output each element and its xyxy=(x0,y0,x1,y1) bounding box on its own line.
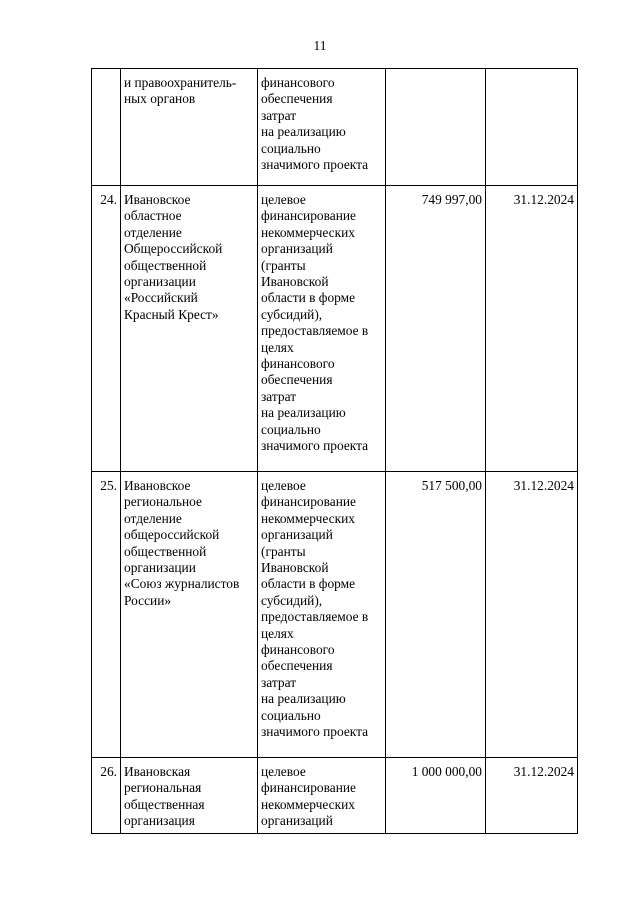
organization-line: региональная xyxy=(124,780,202,796)
table-row xyxy=(92,472,578,758)
purpose-line: финансового xyxy=(261,75,335,90)
date-cell xyxy=(486,69,578,186)
purpose-line: области в форме xyxy=(261,290,356,306)
table-row xyxy=(92,758,578,834)
purpose-line: целях xyxy=(261,625,294,641)
organization-line: общественной xyxy=(124,257,207,273)
purpose-line: на реализацию xyxy=(261,124,346,140)
purpose-line: социально xyxy=(261,140,321,156)
table-row xyxy=(92,69,578,186)
date-cell: 31.12.2024 xyxy=(486,472,578,758)
organization-line: общественной xyxy=(124,543,207,559)
organization-line: «Союз журналистов xyxy=(124,576,240,592)
row-number-cell: 25. xyxy=(92,472,121,758)
purpose-line: обеспечения xyxy=(261,372,333,388)
purpose-line: затрат xyxy=(261,107,297,123)
organization-line: организация xyxy=(124,813,195,829)
purpose-line: затрат xyxy=(261,674,297,690)
organization-line: областное xyxy=(124,208,182,224)
organization-line: общественная xyxy=(124,796,205,812)
purpose-line: некоммерческих xyxy=(261,796,355,812)
row-number-cell xyxy=(92,69,121,186)
purpose-line: области в форме xyxy=(261,576,356,592)
purpose-line: организаций xyxy=(261,813,333,829)
amount-cell xyxy=(386,69,486,186)
organization-line: «Российский xyxy=(124,290,198,306)
date-cell: 31.12.2024 xyxy=(486,186,578,472)
purpose-line: некоммерческих xyxy=(261,224,355,240)
organization-line: Ивановская xyxy=(124,764,191,779)
organization-line: отделение xyxy=(124,510,182,526)
amount-cell: 1 000 000,00 xyxy=(386,758,486,834)
purpose-line: Ивановской xyxy=(261,274,329,290)
purpose-line: на реализацию xyxy=(261,691,346,707)
organization-line: Общероссийской xyxy=(124,241,223,257)
organization-line: организации xyxy=(124,560,196,576)
organization-cell xyxy=(121,472,258,758)
purpose-cell xyxy=(258,186,386,472)
table-row xyxy=(92,186,578,472)
purpose-cell xyxy=(258,472,386,758)
organization-line: региональное xyxy=(124,494,202,510)
purpose-line: обеспечения xyxy=(261,91,333,107)
organization-cell xyxy=(121,186,258,472)
amount-cell: 517 500,00 xyxy=(386,472,486,758)
purpose-line: Ивановской xyxy=(261,560,329,576)
purpose-line: затрат xyxy=(261,388,297,404)
purpose-cell xyxy=(258,758,386,834)
organization-line: организации xyxy=(124,274,196,290)
purpose-line: на реализацию xyxy=(261,405,346,421)
purpose-line: некоммерческих xyxy=(261,510,355,526)
purpose-line: социально xyxy=(261,421,321,437)
organization-line: Ивановское xyxy=(124,478,191,493)
purpose-line: (гранты xyxy=(261,543,306,559)
purpose-line: финансового xyxy=(261,642,335,658)
purpose-line: субсидий), xyxy=(261,306,323,322)
purpose-line: предоставляемое в xyxy=(261,609,369,625)
date-cell: 31.12.2024 xyxy=(486,758,578,834)
purpose-line: финансирование xyxy=(261,494,356,510)
purpose-line: организаций xyxy=(261,527,333,543)
organization-line: Ивановское xyxy=(124,192,191,207)
purpose-line: значимого проекта xyxy=(261,724,369,740)
purpose-line: финансового xyxy=(261,356,335,372)
grants-table xyxy=(91,68,578,834)
organization-line: Красный Крест» xyxy=(124,306,219,322)
purpose-line: организаций xyxy=(261,241,333,257)
organization-line: России» xyxy=(124,592,172,608)
organization-line: общероссийской xyxy=(124,527,220,543)
purpose-line: финансирование xyxy=(261,780,356,796)
purpose-line: обеспечения xyxy=(261,658,333,674)
purpose-line: субсидий), xyxy=(261,592,323,608)
organization-cell xyxy=(121,69,258,186)
purpose-line: социально xyxy=(261,707,321,723)
purpose-line: финансирование xyxy=(261,208,356,224)
purpose-line: целевое xyxy=(261,478,306,493)
purpose-line: целевое xyxy=(261,192,306,207)
purpose-line: целях xyxy=(261,339,294,355)
purpose-cell xyxy=(258,69,386,186)
row-number-cell: 24. xyxy=(92,186,121,472)
purpose-line: предоставляемое в xyxy=(261,323,369,339)
purpose-line: значимого проекта xyxy=(261,157,369,173)
row-number-cell: 26. xyxy=(92,758,121,834)
organization-line: отделение xyxy=(124,224,182,240)
purpose-line: (гранты xyxy=(261,257,306,273)
organization-line: и правоохранитель- xyxy=(124,75,237,90)
amount-cell: 749 997,00 xyxy=(386,186,486,472)
purpose-line: целевое xyxy=(261,764,306,779)
organization-cell xyxy=(121,758,258,834)
page-number: 11 xyxy=(313,38,327,53)
organization-line: ных органов xyxy=(124,91,196,107)
purpose-line: значимого проекта xyxy=(261,438,369,454)
